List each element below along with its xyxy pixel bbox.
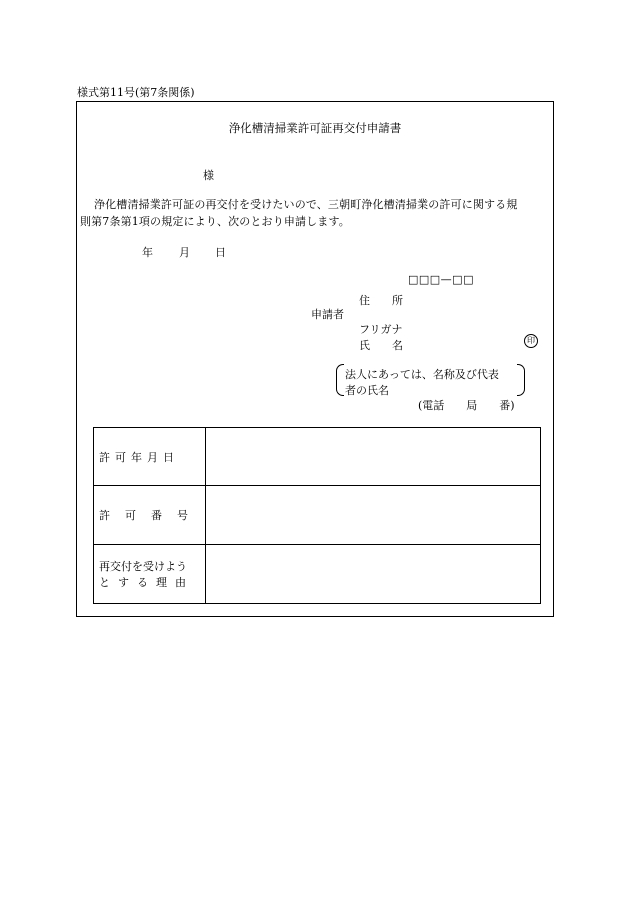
bracket-left <box>336 364 344 396</box>
permit-number-field[interactable] <box>206 486 541 545</box>
reissue-reason-label <box>94 545 206 604</box>
body-text-line-1: 浄化槽清掃業許可証の再交付を受けたいので、三朝町浄化槽清掃業の許可に関する規 <box>94 198 518 211</box>
date-day-label: 日 <box>215 246 226 259</box>
reissue-reason-label-line-1: 再交付を受けよう <box>99 560 187 573</box>
table-row <box>94 486 541 545</box>
corporate-note-line-2: 者の氏名 <box>345 384 389 397</box>
form-number-label: 様式第11号(第7条関係) <box>77 86 195 99</box>
address-label: 住 所 <box>359 294 403 307</box>
applicant-label: 申請者 <box>311 308 344 321</box>
permit-date-field[interactable] <box>206 428 541 486</box>
permit-number-label: 許可番号 <box>94 486 206 545</box>
date-year-label: 年 <box>142 246 153 259</box>
reissue-reason-label-line-2: とする理由 <box>99 576 194 589</box>
postal-code-boxes[interactable]: □□□—□□ <box>408 273 474 286</box>
table-row <box>94 428 541 486</box>
name-label: 氏 名 <box>359 339 403 352</box>
info-table <box>93 427 541 604</box>
bracket-right <box>517 364 525 396</box>
document-title: 浄化槽清掃業許可証再交付申請書 <box>228 121 402 135</box>
table-row <box>94 545 541 604</box>
furigana-label: フリガナ <box>359 323 403 336</box>
reissue-reason-field[interactable] <box>206 545 541 604</box>
permit-date-label: 許可年月日 <box>94 428 206 486</box>
body-text-line-2: 則第7条第1項の規定により、次のとおり申請します。 <box>80 215 350 228</box>
phone-label: (電話 局 番) <box>418 399 515 412</box>
addressee-suffix: 様 <box>203 169 214 182</box>
date-month-label: 月 <box>179 246 190 259</box>
seal-mark-icon: 印 <box>524 334 538 348</box>
corporate-note-line-1: 法人にあっては、名称及び代表 <box>345 368 499 381</box>
